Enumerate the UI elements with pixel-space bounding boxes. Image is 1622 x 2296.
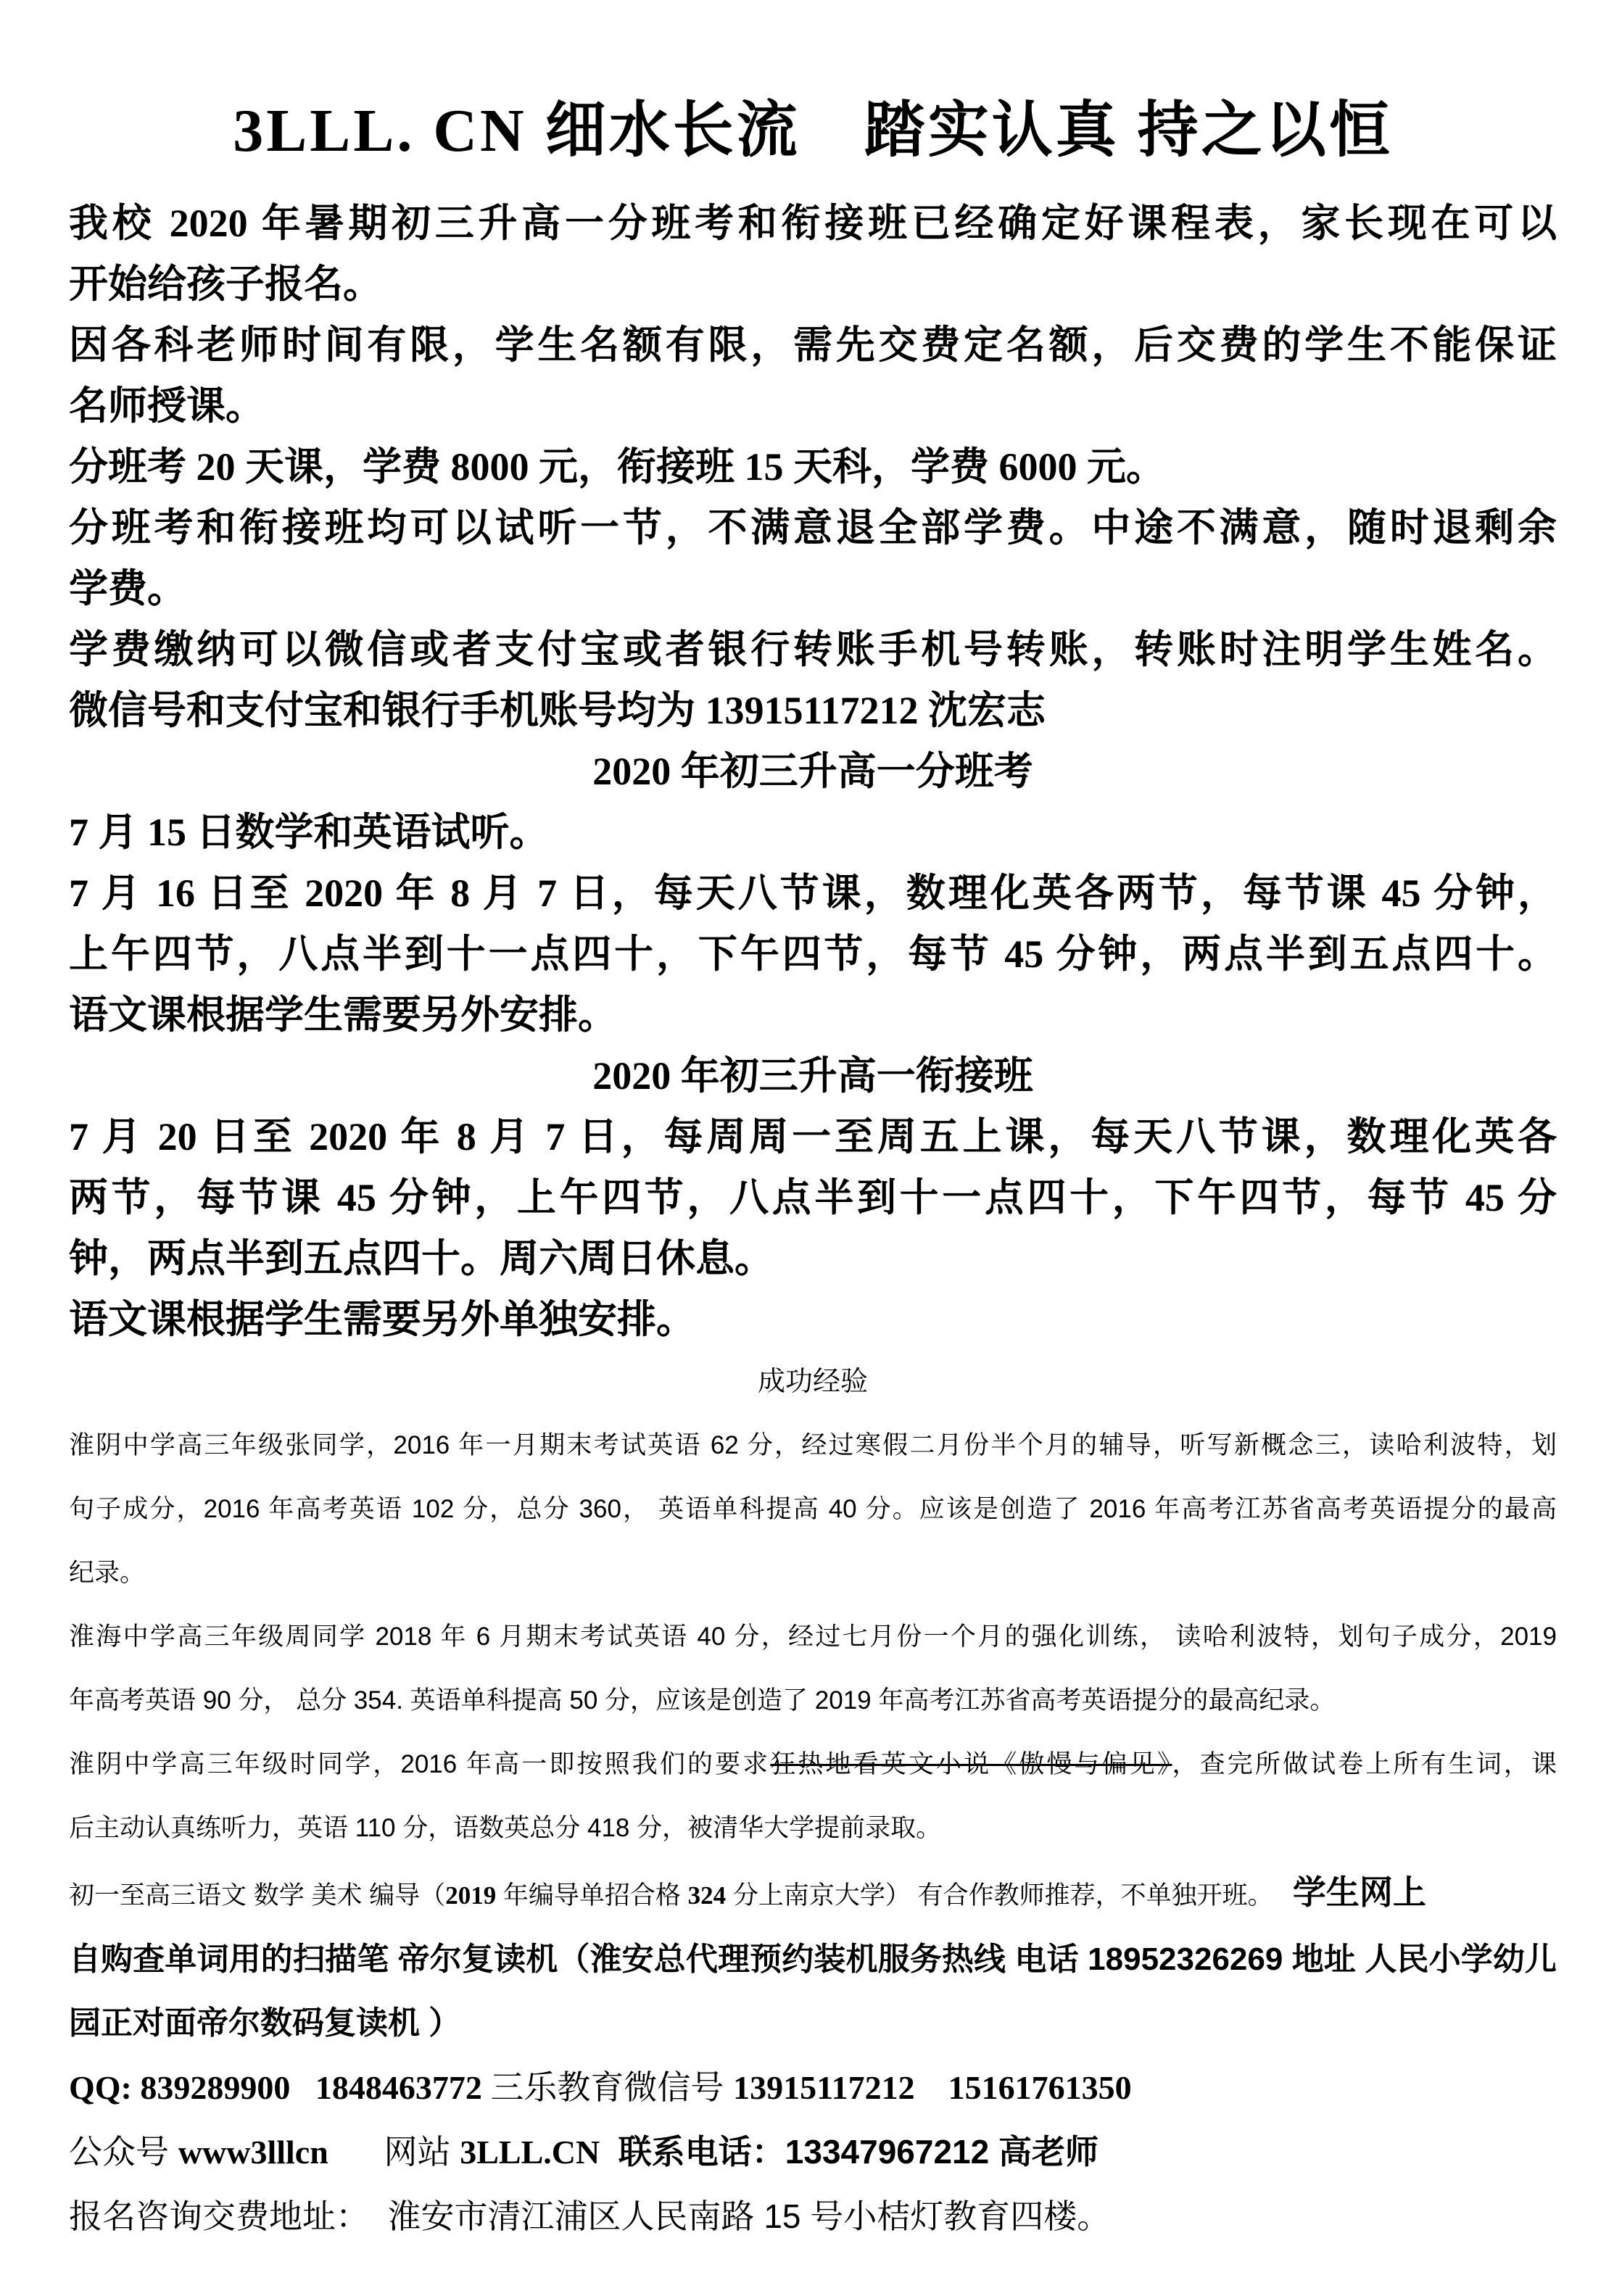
official-account-value: www3lllcn bbox=[178, 2134, 328, 2171]
success-story-line: 淮阴中学高三年级张同学，2016 年一月期末考试英语 62 分，经过寒假二月份半个月的辅导，听写新概念三，读哈利波特，划 bbox=[69, 1431, 1557, 1459]
scanner-pen-line: 园正对面帝尔数码复读机 ） bbox=[69, 2005, 461, 2041]
placement-exam-line: 7 月 15 日数学和英语试听。 bbox=[69, 811, 549, 854]
notice-line: 分班考和衔接班均可以试听一节，不满意退全部学费。中途不满意，随时退剩余 bbox=[69, 506, 1557, 550]
qq-wechat-line bbox=[69, 2055, 1557, 2120]
courses-text: 初一至高三语文 数学 美术 编导（ bbox=[69, 1881, 446, 1910]
bridge-class-line: 7 月 20 日至 2020 年 8 月 7 日，每周周一至周五上课，每天八节课，数理化英各 bbox=[69, 1115, 1557, 1159]
notice-line: 微信号和支付宝和银行手机账号均为 13915117212 沈宏志 bbox=[69, 689, 1046, 732]
wechat-numbers: 13915117212 15161761350 bbox=[733, 2069, 1132, 2106]
placement-exam-line: 7 月 16 日至 2020 年 8 月 7 日，每天八节课，数理化英各两节，每节课 45 分钟， bbox=[69, 871, 1557, 915]
notice-line: 我校 2020 年暑期初三升高一分班考和衔接班已经确定好课程表，家长现在可以 bbox=[69, 202, 1557, 245]
website-value: 3LLL.CN bbox=[460, 2134, 600, 2171]
section-heading-placement-exam: 2020 年初三升高一分班考 bbox=[592, 750, 1033, 793]
success-story-line: 纪录。 bbox=[69, 1559, 146, 1587]
phone-segment: 联系电话：13347967212 高老师 bbox=[600, 2133, 1098, 2171]
success-story-line: 后主动认真练听力，英语 110 分，语数英总分 418 分，被清华大学提前录取。 bbox=[69, 1814, 942, 1842]
placement-exam-line: 语文课根据学生需要另外安排。 bbox=[69, 993, 617, 1037]
notice-line: 学费缴纳可以微信或者支付宝或者银行转账手机号转账，转账时注明学生姓名。 bbox=[69, 628, 1557, 671]
notice-line: 分班考 20 天课，学费 8000 元，衔接班 15 天科，学费 6000 元。 bbox=[69, 445, 1165, 489]
students-online-highlight: 学生网上 bbox=[1292, 1873, 1426, 1911]
courses-score: 324 bbox=[687, 1881, 727, 1910]
notice-line: 名师授课。 bbox=[69, 384, 265, 428]
bridge-class-line: 语文课根据学生需要另外单独安排。 bbox=[69, 1298, 695, 1341]
section-heading-success: 成功经验 bbox=[757, 1367, 868, 1397]
story-text: ，查完所做试卷上所有生词，课 bbox=[1172, 1750, 1557, 1778]
address-line: 报名咨询交费地址： 淮安市清江浦区人民南路 15 号小桔灯教育四楼。 bbox=[69, 2197, 1111, 2235]
story-text: 淮阴中学高三年级时同学，2016 年高一即按照我们的要求 bbox=[69, 1750, 771, 1778]
bridge-class-line: 钟，两点半到五点四十。周六周日休息。 bbox=[69, 1237, 774, 1280]
wechat-label: 三乐教育微信号 bbox=[490, 2068, 734, 2106]
notice-line: 学费。 bbox=[69, 567, 186, 610]
success-story-line: 淮海中学高三年级周同学 2018 年 6 月期末考试英语 40 分，经过七月份一个月的强化训练， 读哈利波特，划句子成分，2019 bbox=[69, 1622, 1557, 1651]
scanner-pen-line: 自购查单词用的扫描笔 帝尔复读机（淮安总代理预约装机服务热线 电话 18952326269 地址 人民小学幼儿 bbox=[69, 1941, 1557, 1977]
notice-line: 开始给孩子报名。 bbox=[69, 262, 382, 306]
courses-year: 2019 bbox=[445, 1881, 497, 1910]
official-account-label: 公众号 bbox=[69, 2133, 178, 2171]
section-heading-bridge-class: 2020 年初三升高一衔接班 bbox=[592, 1054, 1033, 1098]
qq-numbers: QQ: 839289900 1848463772 bbox=[69, 2069, 491, 2106]
success-story-line: 年高考英语 90 分， 总分 354. 英语单科提高 50 分，应该是创造了 2019 年高考江苏省高考英语提分的最高纪录。 bbox=[69, 1686, 1336, 1715]
courses-text: 分上南京大学） 有合作教师推荐，不单独开班。 bbox=[726, 1881, 1293, 1910]
page-title: 3LLL. CN 细水长流 踏实认真 持之以恒 bbox=[233, 97, 1393, 165]
courses-line bbox=[69, 1860, 1557, 1928]
website-label: 网站 bbox=[328, 2133, 460, 2171]
courses-text: 年编导单招合格 bbox=[496, 1881, 688, 1910]
success-story-line: 句子成分，2016 年高考英语 102 分，总分 360， 英语单科提高 40 分。应该是创造了 2016 年高考江苏省高考英语提分的最高 bbox=[69, 1495, 1557, 1523]
account-site-phone-line bbox=[69, 2120, 1557, 2184]
bridge-class-line: 两节，每节课 45 分钟，上午四节，八点半到十一点四十，下午四节，每节 45 分 bbox=[69, 1176, 1557, 1219]
strikethrough-text: 狂热地看英文小说《傲慢与偏见》 bbox=[770, 1750, 1172, 1778]
notice-line: 因各科老师时间有限，学生名额有限，需先交费定名额，后交费的学生不能保证 bbox=[69, 323, 1557, 367]
success-story-line bbox=[69, 1733, 1557, 1796]
placement-exam-line: 上午四节，八点半到十一点四十，下午四节，每节 45 分钟，两点半到五点四十。 bbox=[69, 932, 1557, 976]
